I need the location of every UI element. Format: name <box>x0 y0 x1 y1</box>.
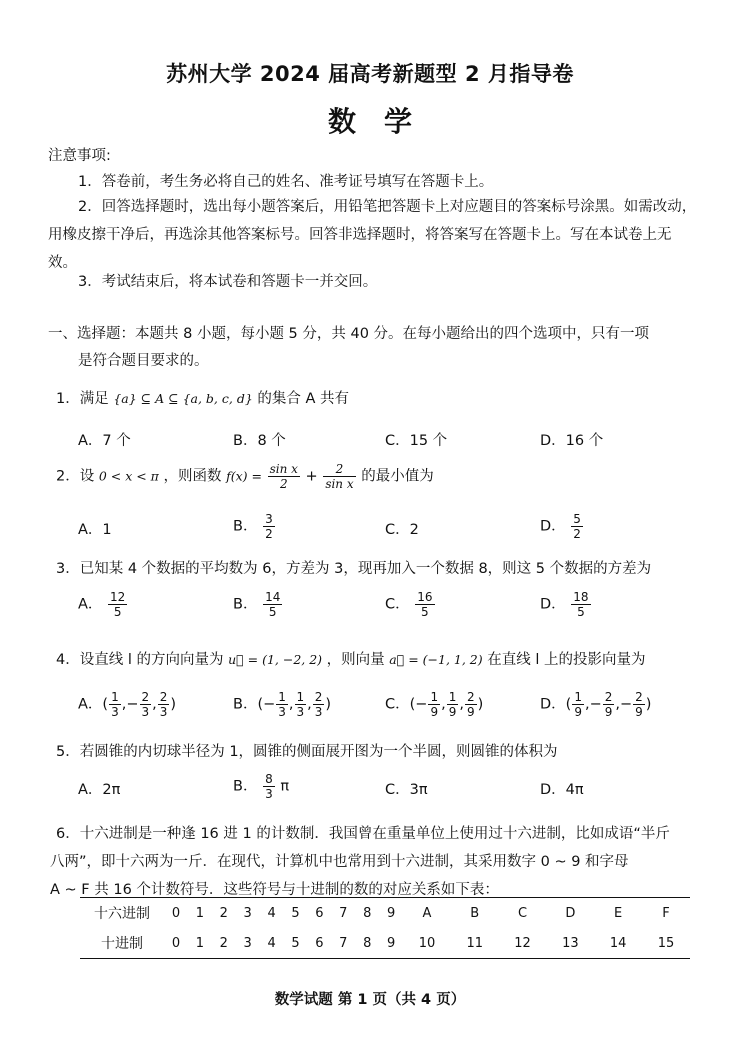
notice-item-2: 2．回答选择题时，选出每小题答案后，用铅笔把答题卡上对应题目的答案标号涂黑。如需改动，用橡皮擦干净后，再选涂其他答案标号。回答非选择题时，将答案写在答题卡上。写在本试卷上无效。 <box>48 199 697 271</box>
q1-option-b: B．8 个 <box>233 433 286 449</box>
q6-line-2: 八两”，即十六两为一斤．在现代，计算机中也常用到十六进制，其采用数字 0 ~ 9 和字母 <box>50 854 629 870</box>
q4-fraction-num: 2 <box>466 690 475 704</box>
q3-option-b-label: B． <box>233 596 258 613</box>
hex-cell: A <box>403 898 451 929</box>
q3-option-a <box>78 590 128 619</box>
q4-fraction-num: 1 <box>111 690 119 704</box>
q4-comma: , <box>121 696 127 713</box>
question-1 <box>56 387 696 408</box>
q1-prefix: 1．满足 <box>56 391 109 407</box>
q2-option-a: A．1 <box>78 522 112 538</box>
dec-cell: 15 <box>642 928 690 959</box>
q4-fraction-num: 2 <box>635 690 643 704</box>
q2-option-d-den: 2 <box>573 527 581 541</box>
q2-fraction-1-den: 2 <box>279 477 288 491</box>
q4-comma: , <box>152 696 157 713</box>
hex-cell: F <box>642 898 690 929</box>
q4-fraction <box>158 690 170 719</box>
q4-fraction-den: 9 <box>635 705 643 719</box>
q2-mid: ，则函数 <box>163 468 222 485</box>
q5-option-d: D．4π <box>540 782 584 798</box>
q4-fraction-num: 1 <box>278 690 286 704</box>
q4-mid: ，则向量 <box>326 652 385 668</box>
q3-option-a-den: 5 <box>113 605 122 619</box>
q4-fraction-den: 3 <box>159 705 168 719</box>
dec-cell: 5 <box>284 928 308 959</box>
q4-comma: , <box>307 696 312 713</box>
q4-fraction-num: 1 <box>574 690 582 704</box>
q2-option-d-num: 5 <box>573 512 581 526</box>
q5-option-b-tail: π <box>280 778 290 795</box>
q4-fraction <box>276 690 288 719</box>
q2-fraction-1-num: sin x <box>269 462 298 476</box>
q4-suffix: 在直线 l 上的投影向量为 <box>487 652 646 668</box>
hex-cell: 8 <box>355 898 379 929</box>
notice-heading: 注意事项: <box>48 148 111 164</box>
q4-option-c <box>385 690 483 719</box>
question-2 <box>56 462 696 491</box>
q4-option-b <box>233 690 331 719</box>
q2-fraction-2-num: 2 <box>323 462 355 477</box>
q3-option-b <box>233 590 283 619</box>
q4-option-label: B． <box>233 696 258 713</box>
question-3: 3．已知某 4 个数据的平均数为 6，方差为 3，现再加入一个数据 8，则这 5 个数据的方差为 <box>56 561 652 577</box>
hex-cell: 1 <box>188 898 212 929</box>
q4-close-paren: ) <box>325 696 332 713</box>
q4-fraction-num: 1 <box>296 690 305 704</box>
q4-comma: , <box>459 696 464 713</box>
q4-comma: , <box>288 696 294 713</box>
q1-math: {a} ⊆ A ⊆ {a, b, c, d} <box>113 391 253 406</box>
q6-line-1: 6．十六进制是一种逢 16 进 1 的计数制．我国曾在重量单位上使用过十六进制，比如成语“半斤 <box>56 826 670 842</box>
q5-option-c: C．3π <box>385 782 428 798</box>
dec-cell: 8 <box>355 928 379 959</box>
subject-title: 数学 <box>327 105 440 138</box>
hex-cell: 5 <box>284 898 308 929</box>
dec-cell: 14 <box>594 928 642 959</box>
q2-option-c: C．2 <box>385 522 419 538</box>
hex-cell: B <box>451 898 499 929</box>
q2-condition: 0 < x < π <box>98 468 159 484</box>
dec-cell: 3 <box>236 928 260 959</box>
page-footer: 数学试题 第 1 页（共 4 页） <box>274 992 466 1008</box>
q5-option-b-frac <box>263 772 275 801</box>
question-4 <box>56 648 696 669</box>
q2-fraction-2-den: sin x <box>325 477 354 491</box>
dec-row <box>80 928 690 959</box>
q3-option-a-num: 12 <box>110 590 126 604</box>
q4-close-paren: ) <box>645 696 652 713</box>
hex-cell: 9 <box>379 898 403 929</box>
q4-sign: − <box>126 696 139 713</box>
q4-fraction <box>295 690 307 719</box>
q3-option-a-frac <box>108 590 127 619</box>
hex-cell: C <box>499 898 547 929</box>
q4-fraction-num: 2 <box>159 690 168 704</box>
q4-fraction-den: 9 <box>466 705 475 719</box>
dec-cell: 11 <box>451 928 499 959</box>
hex-cell: 0 <box>164 898 188 929</box>
q2-plus: + <box>305 468 318 485</box>
q3-option-d-num: 18 <box>573 590 589 604</box>
q4-open-paren: ( <box>102 696 109 713</box>
q4-fraction-den: 3 <box>141 705 150 719</box>
q4-comma: , <box>615 696 620 713</box>
q1-option-c: C．15 个 <box>385 433 448 449</box>
dec-cell: 10 <box>403 928 451 959</box>
q3-option-b-den: 5 <box>268 605 277 619</box>
q3-option-c-den: 5 <box>421 605 429 619</box>
q4-option-d <box>540 690 651 719</box>
hex-cell: E <box>594 898 642 929</box>
q5-option-b-label: B． <box>233 778 258 795</box>
q2-option-b-frac <box>263 512 275 541</box>
q2-option-d <box>540 512 584 541</box>
q2-option-b-den: 2 <box>265 527 273 541</box>
section-1-line-2: 是符合题目要求的。 <box>78 353 209 369</box>
q4-fraction <box>447 690 459 719</box>
q4-open-paren: ( <box>565 696 572 713</box>
dec-cell: 12 <box>499 928 547 959</box>
q4-fraction <box>465 690 477 719</box>
q2-suffix: 的最小值为 <box>361 468 434 485</box>
q4-fraction <box>109 690 121 719</box>
q4-comma: , <box>441 696 446 713</box>
q4-fraction-den: 9 <box>430 705 439 719</box>
q4-vector-u: u⃗ = (1, −2, 2) <box>228 652 323 667</box>
hex-cell: 7 <box>331 898 355 929</box>
q4-fraction <box>572 690 584 719</box>
q3-option-d-frac <box>571 590 590 619</box>
dec-cell: 6 <box>307 928 331 959</box>
q4-close-paren: ) <box>170 696 177 713</box>
hex-cell: 2 <box>212 898 236 929</box>
q4-fraction <box>428 690 440 719</box>
q4-fraction-den: 9 <box>448 705 457 719</box>
q4-fraction-den: 9 <box>574 705 582 719</box>
q3-option-d-den: 5 <box>577 605 585 619</box>
q3-option-b-num: 14 <box>265 590 281 604</box>
q5-option-b-num: 8 <box>265 772 273 786</box>
q4-comma: , <box>584 696 590 713</box>
q4-close-paren: ) <box>477 696 484 713</box>
hex-cell: 3 <box>236 898 260 929</box>
hex-cell: D <box>546 898 594 929</box>
q6-line-3: A ~ F 共 16 个计数符号．这些符号与十进制的数的对应关系如下表： <box>50 882 499 898</box>
q3-option-b-frac <box>263 590 282 619</box>
q4-fraction-den: 3 <box>278 705 286 719</box>
q5-option-b <box>233 772 289 801</box>
hex-decimal-table <box>80 897 690 959</box>
dec-cell: 0 <box>164 928 188 959</box>
dec-row-label: 十进制 <box>80 928 164 959</box>
q2-prefix: 2．设 <box>56 468 95 485</box>
q4-fraction <box>313 690 325 719</box>
hex-row-label: 十六进制 <box>80 898 164 929</box>
q4-open-paren: ( <box>409 696 416 713</box>
q4-fraction-num: 1 <box>448 690 457 704</box>
q2-function-name: f(x) = <box>226 468 263 484</box>
q2-fraction-2 <box>323 462 355 491</box>
q4-fraction-den: 9 <box>604 705 613 719</box>
dec-cell: 13 <box>546 928 594 959</box>
q3-option-c-label: C． <box>385 596 410 613</box>
q1-option-a: A．7 个 <box>78 433 131 449</box>
dec-cell: 9 <box>379 928 403 959</box>
q4-option-label: D． <box>540 696 566 713</box>
q1-suffix: 的集合 A 共有 <box>257 391 350 407</box>
section-1-line-1: 一、选择题：本题共 8 小题，每小题 5 分，共 40 分。在每小题给出的四个选项中，只有一项 <box>48 326 650 342</box>
hex-cell: 6 <box>307 898 331 929</box>
q2-option-b-label: B． <box>233 518 258 535</box>
q4-sign: − <box>415 696 428 713</box>
hex-row <box>80 898 690 929</box>
q4-fraction <box>603 690 615 719</box>
q4-option-label: C． <box>385 696 410 713</box>
q3-option-c <box>385 590 436 619</box>
q4-fraction-num: 2 <box>314 690 323 704</box>
q4-fraction <box>633 690 645 719</box>
q2-option-b-num: 3 <box>265 512 273 526</box>
q5-option-a: A．2π <box>78 782 121 798</box>
q4-vector-a: a⃗ = (−1, 1, 2) <box>389 652 483 667</box>
q4-prefix: 4．设直线 l 的方向向量为 <box>56 652 224 668</box>
q4-fraction <box>140 690 152 719</box>
dec-cell: 2 <box>212 928 236 959</box>
q3-option-d <box>540 590 592 619</box>
q2-option-d-frac <box>571 512 583 541</box>
q2-fraction-1 <box>268 462 300 491</box>
q4-fraction-num: 2 <box>141 690 150 704</box>
q4-sign: − <box>620 696 633 713</box>
q2-option-b <box>233 512 276 541</box>
q4-fraction-den: 3 <box>314 705 323 719</box>
dec-cell: 7 <box>331 928 355 959</box>
q3-option-d-label: D． <box>540 596 566 613</box>
q3-option-c-frac <box>415 590 434 619</box>
q4-fraction-num: 2 <box>604 690 613 704</box>
q4-option-a <box>78 690 176 719</box>
q1-option-d: D．16 个 <box>540 433 604 449</box>
q3-option-c-num: 16 <box>417 590 433 604</box>
hex-cell: 4 <box>260 898 284 929</box>
q4-option-label: A． <box>78 696 103 713</box>
q4-open-paren: ( <box>257 696 264 713</box>
exam-title: 苏州大学 2024 届高考新题型 2 月指导卷 <box>166 62 574 86</box>
q3-option-a-label: A． <box>78 596 103 613</box>
notice-item-1: 1．答卷前，考生务必将自己的姓名、准考证号填写在答题卡上。 <box>78 174 494 190</box>
question-6 <box>50 820 696 904</box>
dec-cell: 1 <box>188 928 212 959</box>
q4-sign: − <box>263 696 276 713</box>
dec-cell: 4 <box>260 928 284 959</box>
q5-option-b-den: 3 <box>265 787 273 801</box>
notice-item-3: 3．考试结束后，将本试卷和答题卡一并交回。 <box>78 274 378 290</box>
q4-fraction-den: 3 <box>296 705 305 719</box>
q4-fraction-num: 1 <box>430 690 439 704</box>
q4-sign: − <box>589 696 602 713</box>
question-5: 5．若圆锥的内切球半径为 1，圆锥的侧面展开图为一个半圆，则圆锥的体积为 <box>56 744 558 760</box>
section-1-heading <box>48 321 700 375</box>
q2-option-d-label: D． <box>540 518 566 535</box>
q4-fraction-den: 3 <box>111 705 119 719</box>
